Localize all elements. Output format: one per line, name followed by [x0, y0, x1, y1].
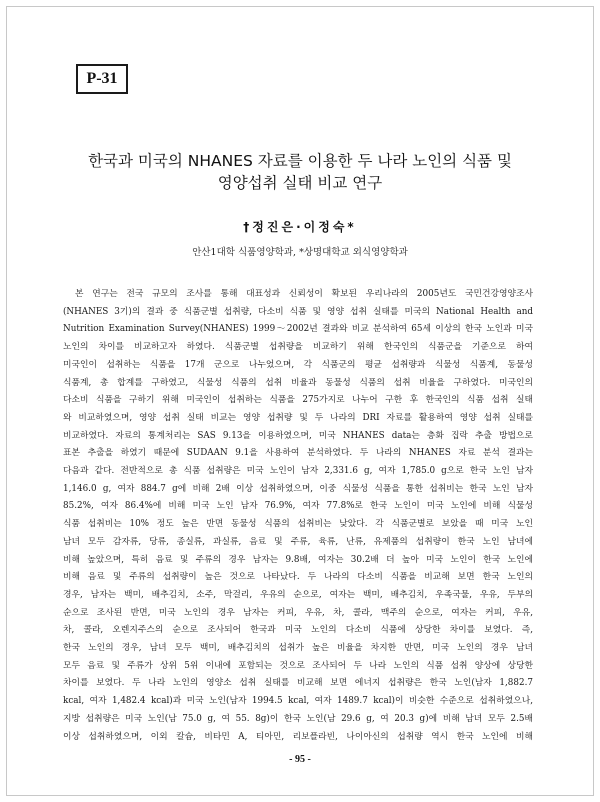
- abstract-line: 노인의 차이를 비교하고자 하였다. 식품군별 섭취량을 비교하기 위해 한국인의 식품군을 기준으로 하여: [63, 342, 533, 353]
- abstract-line: 한국 노인의 경우, 남녀 모두 백미, 배추김치의 섭취가 높은 비율을 차지한 반면, 미국 노인의 경우 남녀: [63, 643, 533, 654]
- abstract-line: 순으로 조사된 반면, 미국 노인의 경우 남자는 커피, 우유, 차, 콜라, 맥주의 순으로, 여자는 커피, 우유,: [63, 607, 533, 618]
- abstract-line: 본 연구는 전국 규모의 조사를 통해 대표성과 신뢰성이 확보된 우리나라의 2005년도 국민건강영양조사: [75, 289, 533, 299]
- paper-title: [60, 150, 540, 194]
- abstract-line: 남녀 모두 감자류, 당류, 종실류, 과실류, 음료 및 주류, 육류, 난류, 유제품의 섭취량이 한국 노인 남녀에: [63, 536, 533, 547]
- abstract-line: 식품 섭취비는 10% 정도 높은 반면 동물성 식품의 섭취비는 낮았다. 각 식품군별로 보았을 때 미국 노인: [63, 519, 533, 530]
- abstract-line: 차이를 보였다. 두 나라 노인의 영양소 섭취 실태를 비교해 보면 에너지 섭취량은 한국 노인(남자 1,882.7: [63, 678, 533, 689]
- abstract-line: (NHANES 3기)의 결과 중 식품군별 섭취량, 다소비 식품 및 영양 섭취 실태를 미국의 National Health and: [63, 306, 533, 317]
- title-line-1: 한국과 미국의 NHANES 자료를 이용한 두 나라 노인의 식품 및: [88, 152, 512, 170]
- abstract-line: 이상 섭취하였으며, 이외 칼슘, 비타민 A, 티아민, 리보플라빈, 나이아신의 섭취량 역시 한국 노인에 비해: [63, 731, 533, 742]
- affiliation: 안산1대학 식품영양학과, *상명대학교 외식영양학과: [192, 247, 408, 258]
- abstract-line: Nutrition Examination Survey(NHANES) 1999～2002년 결과와 비교 분석하여 65세 이상의 한국 노인과 미국: [63, 324, 533, 335]
- authors: †정진은·이정숙*: [243, 220, 357, 234]
- abstract-line: kcal, 여자 1,482.4 kcal)과 미국 노인(남자 1994.5 kcal, 여자 1489.7 kcal)이 비슷한 수준으로 섭취하였으나,: [63, 696, 533, 707]
- abstract-line: 모두 음료 및 주류가 상위 5위 이내에 포함되는 것으로 조사되어 두 나라 노인의 식품 섭취 양상에 상당한: [63, 660, 533, 671]
- abstract-line: 경우, 남자는 백미, 배추김치, 소주, 막걸리, 우유의 순으로, 여자는 백미, 배추김치, 우족국물, 우유, 두부의: [63, 589, 533, 600]
- abstract-line: 식품계, 총 합계를 구하였고, 식물성 식품의 섭취 비율과 동물성 식품의 섭취 비율을 구하였다. 미국인의: [63, 377, 533, 388]
- page-number: - 95 -: [289, 754, 311, 765]
- abstract-line: 1,146.0 g, 여자 884.7 g에 비해 2배 이상 섭취하였으며, 이중 식물성 식품을 통한 섭취비는 한국 노인 남자: [63, 483, 533, 494]
- title-line-2: 영양섭취 실태 비교 연구: [217, 174, 383, 192]
- abstract-line: 표본 추출을 하였기 때문에 SUDAAN 9.1을 사용하여 분석하였다. 두 나라의 NHANES 자료 분석 결과는: [63, 448, 533, 459]
- abstract-line: 비해 높았으며, 특히 음료 및 주류의 경우 남자는 9.8배, 여자는 30.2배 더 높아 미국 노인이 한국 노인에: [63, 554, 533, 565]
- abstract-line: 다음과 같다. 전반적으로 총 식품 섭취량은 미국 노인이 남자 2,331.6 g, 여자 1,785.0 g으로 한국 노인 남자: [63, 466, 533, 477]
- abstract-line: 다소비 식품을 구하기 위해 미국인이 섭취하는 식품을 275가지로 나누어 구한 후 한국인의 식품 섭취 실태: [63, 395, 533, 406]
- abstract-line: 미국인이 섭취하는 식품을 17개 군으로 나누었으며, 각 식품군의 평균 섭취량과 식물성 식품계, 동물성: [63, 359, 533, 370]
- abstract-line: 비교하였다. 자료의 통계처리는 SAS 9.13을 이용하였으며, 미국 NHANES data는 층화 집락 추출 방법으로: [63, 430, 533, 441]
- abstract-line: 지방 섭취량은 미국 노인(남 75.0 g, 여 55. 8g)이 한국 노인(남 29.6 g, 여 20.3 g)에 비해 남녀 모두 2.5배: [63, 713, 533, 724]
- abstract: [63, 286, 533, 746]
- abstract-line: 비해 음료 및 주류의 섭취량이 높은 것으로 나타났다. 두 나라의 다소비 식품을 비교해 보면 한국 노인의: [63, 572, 533, 583]
- abstract-line: 차, 콜라, 오렌지주스의 순으로 조사되어 한국과 미국 노인의 다소비 식품에 상당한 차이를 보였다. 즉,: [63, 625, 533, 636]
- poster-id-box: P-31: [76, 64, 128, 94]
- abstract-line: 85.2%, 여자 86.4%에 비해 미국 노인 남자 76.9%, 여자 77.8%로 한국 노인이 미국 노인에 비해 식물성: [63, 501, 533, 512]
- abstract-line: 와 비교하였으며, 영양 섭취 실태 비교는 영양 섭취량 및 두 나라의 DRI 자료를 활용하여 영양 섭취 실태를: [63, 412, 533, 423]
